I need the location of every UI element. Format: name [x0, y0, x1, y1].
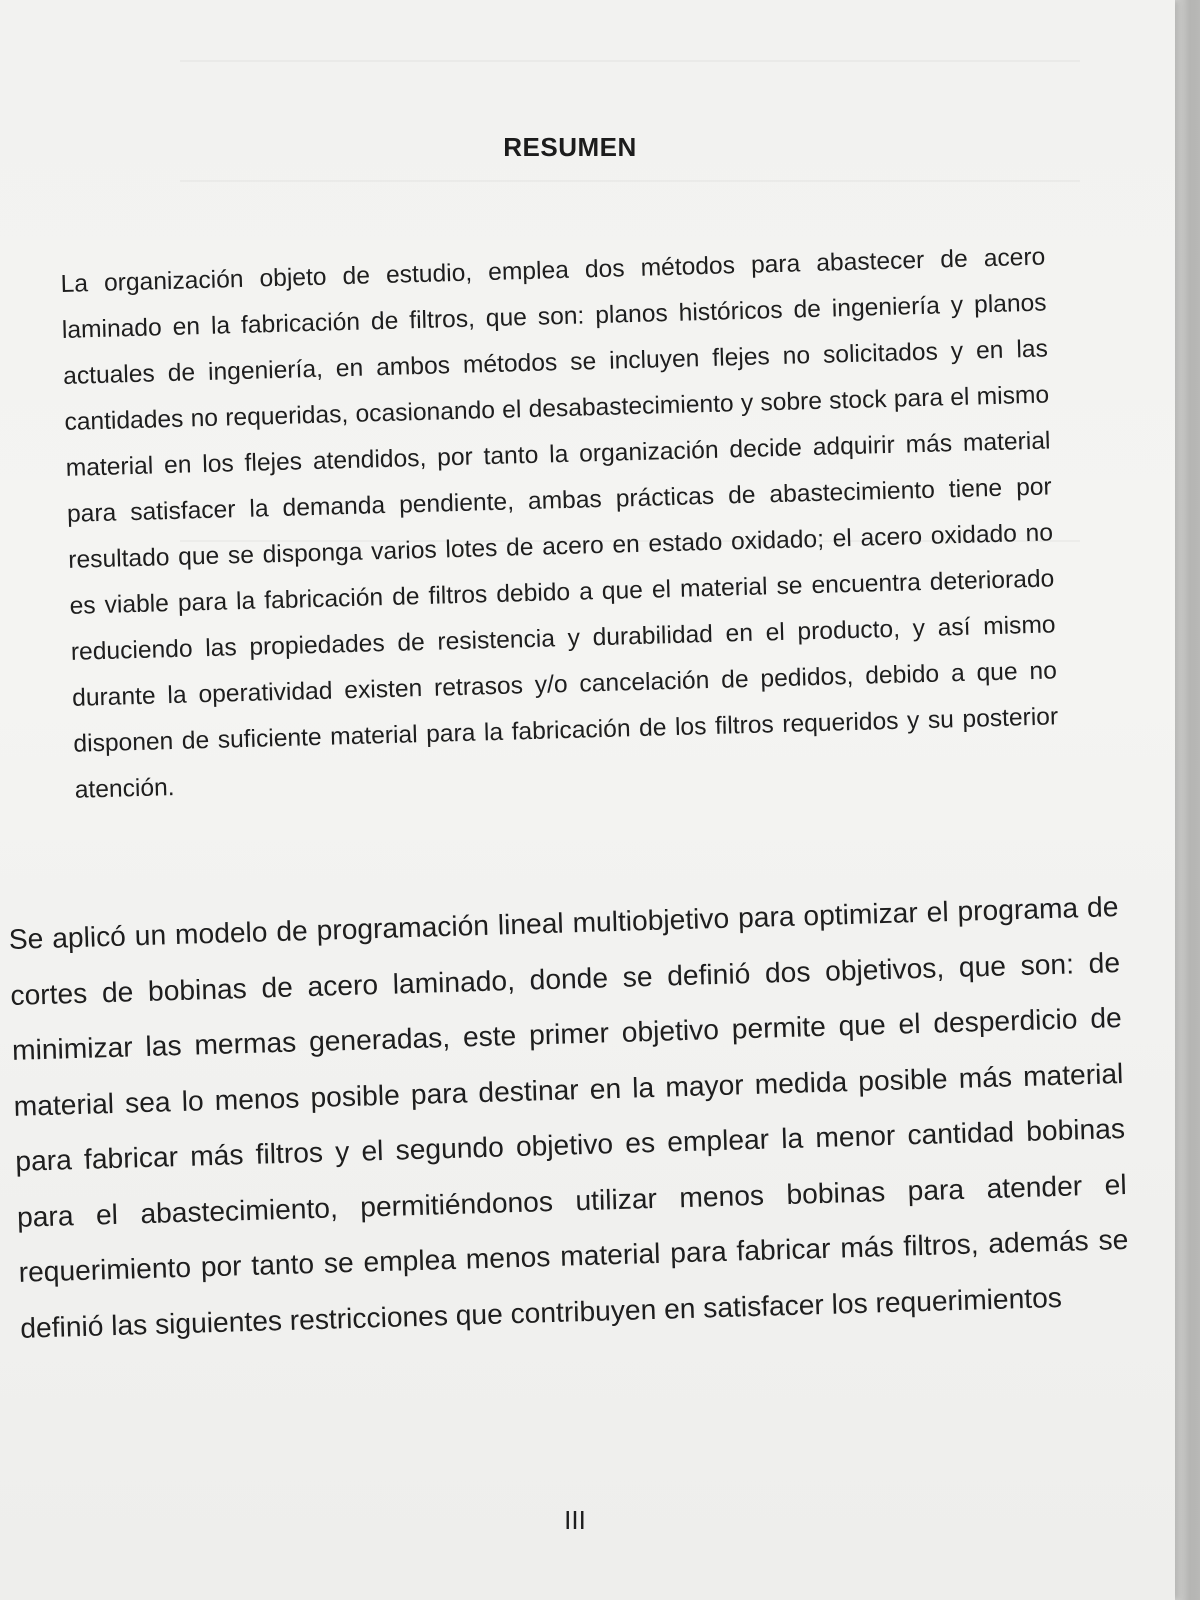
paragraph-1: La organización objeto de estudio, emplea dos métodos para abastecer de acero laminado en la fabricación de filtros, que son: planos históricos de ingeniería y planos actuales de ingeniería, en ambos métodos se incluyen flejes no solicitados y en las cantidades no requeridas, ocasionando el desabastecimiento y sobre stock para el mismo material en los flejes atendidos, por tanto la organización decide adquirir más material para satisfacer la demanda pendiente, ambas prácticas de abastecimiento tiene por resultado que se disponga varios lotes de acero en estado oxidado; el acero oxidado no es viable para la fabricación de filtros debido a que el material se encuentra deteriorado reduciendo las propiedades de resistencia y durabilidad en el producto, y así mismo durante la operatividad existen retrasos y/o cancelación de pedidos, debido a que no disponen de suficiente material para la fabricación de los filtros requeridos y su posterior atención.: [60, 243, 1059, 804]
page-number: III: [564, 1505, 586, 1535]
show-through-line: [180, 180, 1080, 182]
page-stack-edge: [1174, 0, 1200, 1600]
paragraph-2: Se aplicó un modelo de programación lineal multiobjetivo para optimizar el programa de cortes de bobinas de acero laminado, donde se definió dos objetivos, que son: de minimizar las mermas generadas, este primer objetivo permite que el desperdicio de material sea lo menos posible para destinar en la mayor medida posible más material para fabricar más filtros y el segundo objetivo es emplear la menor cantidad bobinas para el abastecimiento, permitiéndonos utilizar menos bobinas para atender el requerimiento por tanto se emplea menos material para fabricar más filtros, además se definió las siguientes restricciones que contribuyen en satisfacer los requerimientos: [8, 890, 1129, 1344]
section-heading: RESUMEN: [503, 132, 637, 162]
show-through-line: [180, 60, 1080, 62]
